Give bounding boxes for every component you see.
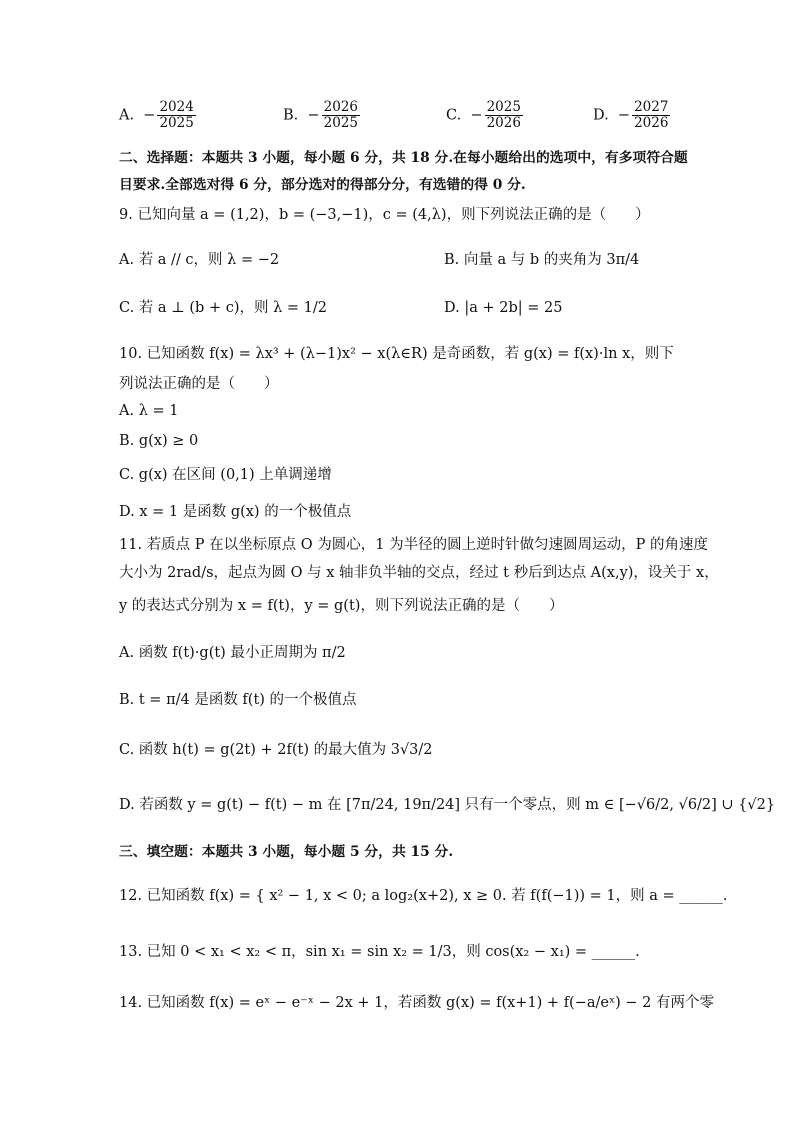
q10-option-b: B. g(x) ≥ 0 bbox=[119, 433, 199, 449]
q8-option-b: B. − $\frac{2026}{2025}$ bbox=[283, 99, 358, 131]
denominator: 2025 bbox=[159, 114, 194, 131]
numerator: 2024 bbox=[159, 99, 194, 115]
section2-line2: 目要求.全部选对得 6 分，部分选对的得部分分，有选错的得 0 分. bbox=[119, 177, 526, 193]
q10-option-d: D. x = 1 是函数 g(x) 的一个极值点 bbox=[119, 504, 352, 520]
fraction bbox=[157, 100, 195, 131]
numerator: 2025 bbox=[486, 99, 521, 115]
q10-option-a: A. λ = 1 bbox=[119, 403, 179, 419]
option-label: B. bbox=[283, 107, 299, 124]
q11-option-a: A. 函数 f(t)·g(t) 最小正周期为 π/2 bbox=[119, 645, 346, 661]
q9-stem: 9. 已知向量 a = (1,2)，b = (−3,−1)，c = (4,λ)，则下列说法正确的是（ ） bbox=[119, 207, 650, 223]
q11-option-b: B. t = π/4 是函数 f(t) 的一个极值点 bbox=[119, 692, 357, 708]
q11-line1: 11. 若质点 P 在以坐标原点 O 为圆心，1 为半径的圆上逆时针做匀速圆周运动，P 的角速度 bbox=[119, 537, 708, 553]
q11-line2: 大小为 2rad/s，起点为圆 O 与 x 轴非负半轴的交点，经过 t 秒后到达点 A(x,y)，设关于 x， bbox=[119, 565, 719, 581]
section3-heading: 三、填空题：本题共 3 小题，每小题 5 分，共 15 分. bbox=[119, 844, 454, 860]
option-label: C. bbox=[446, 107, 462, 124]
q12-text: 12. 已知函数 f(x) = { x² − 1, x < 0; a log₂(x+2), x ≥ 0. 若 f(f(−1)) = 1，则 a = ______. bbox=[119, 888, 728, 904]
q14-text: 14. 已知函数 f(x) = eˣ − e⁻ˣ − 2x + 1，若函数 g(x) = f(x+1) + f(−a/eˣ) − 2 有两个零 bbox=[119, 995, 714, 1011]
q11-option-c: C. 函数 h(t) = g(2t) + 2f(t) 的最大值为 3√3/2 bbox=[119, 742, 433, 758]
q9-option-b: B. 向量 a 与 b 的夹角为 3π/4 bbox=[444, 252, 640, 268]
option-label: D. bbox=[593, 107, 609, 124]
denominator: 2025 bbox=[323, 114, 358, 131]
numerator: 2027 bbox=[634, 99, 669, 115]
fraction bbox=[322, 100, 360, 131]
q10-line2: 列说法正确的是（ ） bbox=[119, 376, 279, 392]
q11-option-d: D. 若函数 y = g(t) − f(t) − m 在 [7π/24, 19π/24] 只有一个零点，则 m ∈ [−√6/2, √6/2] ∪ {√2} bbox=[119, 797, 776, 813]
numerator: 2026 bbox=[323, 99, 358, 115]
q9-option-d: D. |a + 2b| = 25 bbox=[444, 300, 563, 316]
fraction bbox=[632, 100, 670, 131]
q9-option-a: A. 若 a // c，则 λ = −2 bbox=[119, 252, 280, 268]
option-label: A. bbox=[119, 107, 135, 124]
q8-option-a: A. − $\frac{2024}{2025}$ bbox=[119, 99, 194, 131]
q10-line1: 10. 已知函数 f(x) = λx³ + (λ−1)x² − x(λ∈R) 是奇函数，若 g(x) = f(x)·ln x，则下 bbox=[119, 346, 674, 362]
q9-option-c: C. 若 a ⊥ (b + c)，则 λ = 1/2 bbox=[119, 300, 327, 316]
q10-option-c: C. g(x) 在区间 (0,1) 上单调递增 bbox=[119, 467, 332, 483]
q8-option-c: C. − $\frac{2025}{2026}$ bbox=[446, 99, 521, 131]
denominator: 2026 bbox=[486, 114, 521, 131]
q8-option-d: D. − $\frac{2027}{2026}$ bbox=[593, 99, 669, 131]
q13-text: 13. 已知 0 < x₁ < x₂ < π，sin x₁ = sin x₂ = 1/3，则 cos(x₂ − x₁) = ______. bbox=[119, 944, 640, 960]
fraction bbox=[485, 100, 523, 131]
q11-line3: y 的表达式分别为 x = f(t)，y = g(t)，则下列说法正确的是（ ） bbox=[119, 598, 564, 614]
denominator: 2026 bbox=[634, 114, 669, 131]
section2-line1: 二、选择题：本题共 3 小题，每小题 6 分，共 18 分.在每小题给出的选项中，有多项符合题 bbox=[119, 150, 688, 166]
